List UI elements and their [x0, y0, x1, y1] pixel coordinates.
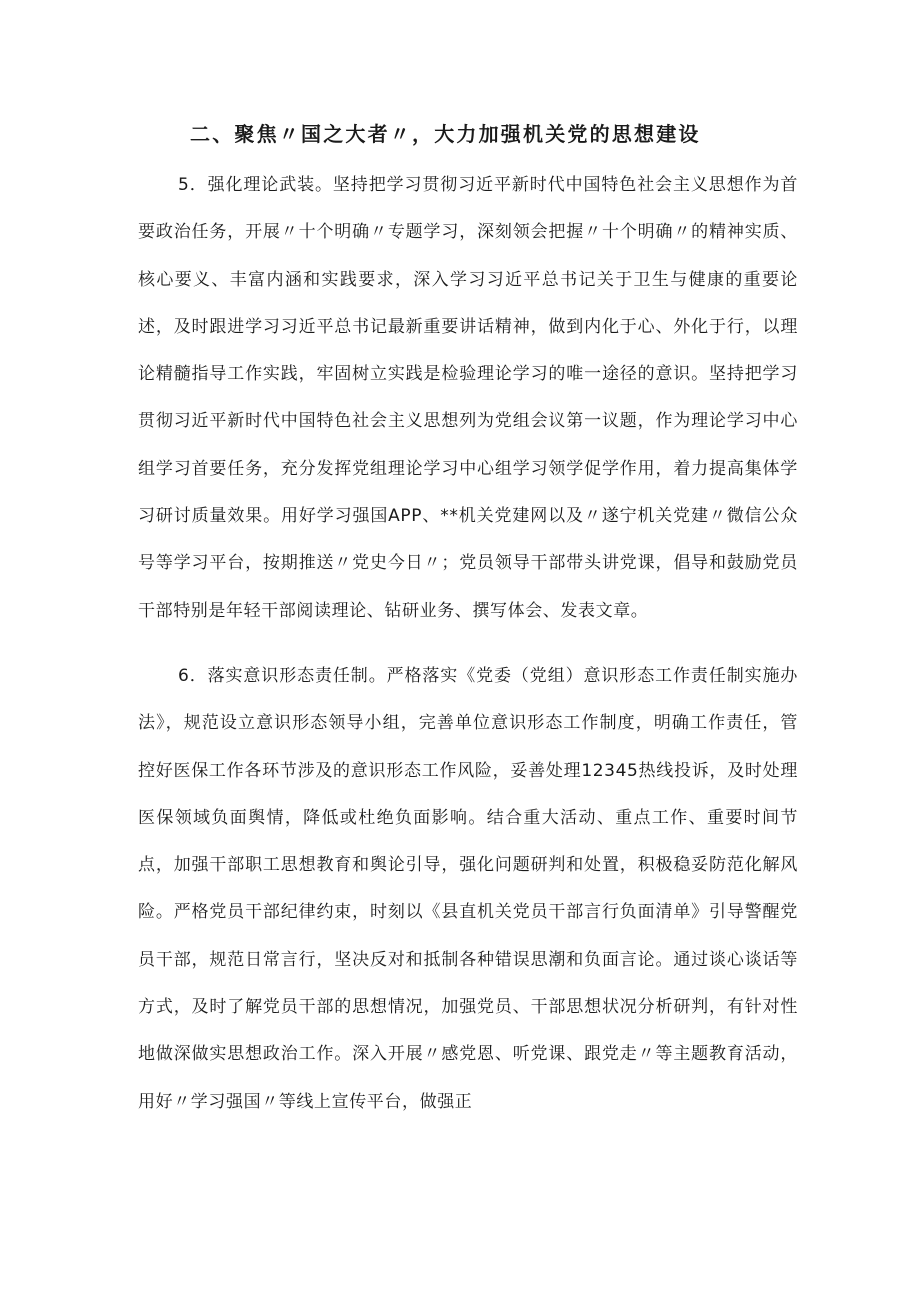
paragraph-5-strengthen-theory: 5．强化理论武装。坚持把学习贯彻习近平新时代中国特色社会主义思想作为首要政治任务，开展〃十个明确〃专题学习，深刻领会把握〃十个明确〃的精神实质、核心要义、丰富内涵和实践要求，深入学习习近平总书记关于卫生与健康的重要论述，及时跟进学习习近平总书记最新重要讲话精神，做到内化于心、外化于行，以理论精髓指导工作实践，牢固树立实践是检验理论学习的唯一途径的意识。坚持把学习贯彻习近平新时代中国特色社会主义思想列为党组会议第一议题，作为理论学习中心组学习首要任务，充分发挥党组理论学习中心组学习领学促学作用，着力提高集体学习研讨质量效果。用好学习强国APP、**机关党建网以及〃遂宁机关党建〃微信公众号等学习平台，按期推送〃党史今日〃；党员领导干部带头讲党课，倡导和鼓励党员干部特别是年轻干部阅读理论、钻研业务、撰写体会、发表文章。	[138, 175, 798, 621]
section-heading: 二、聚焦〃国之大者〃，大力加强机关党的思想建设	[190, 122, 701, 146]
paragraph-6-ideology-responsibility: 6．落实意识形态责任制。严格落实《党委（党组）意识形态工作责任制实施办法》，规范设立意识形态领导小组，完善单位意识形态工作制度，明确工作责任，管控好医保工作各环节涉及的意识形态工作风险，妥善处理12345热线投诉，及时处理医保领域负面舆情，降低或杜绝负面影响。结合重大活动、重点工作、重要时间节点，加强干部职工思想教育和舆论引导，强化问题研判和处置，积极稳妥防范化解风险。严格党员干部纪律约束，时刻以《县直机关党员干部言行负面清单》引导警醒党员干部，规范日常言行，坚决反对和抵制各种错误思潮和负面言论。通过谈心谈话等方式，及时了解党员干部的思想情况，加强党员、干部思想状况分析研判，有针对性地做深做实思想政治工作。深入开展〃感党恩、听党课、跟党走〃等主题教育活动，用好〃学习强国〃等线上宣传平台，做强正	[138, 665, 798, 1112]
document-body	[138, 114, 798, 1144]
